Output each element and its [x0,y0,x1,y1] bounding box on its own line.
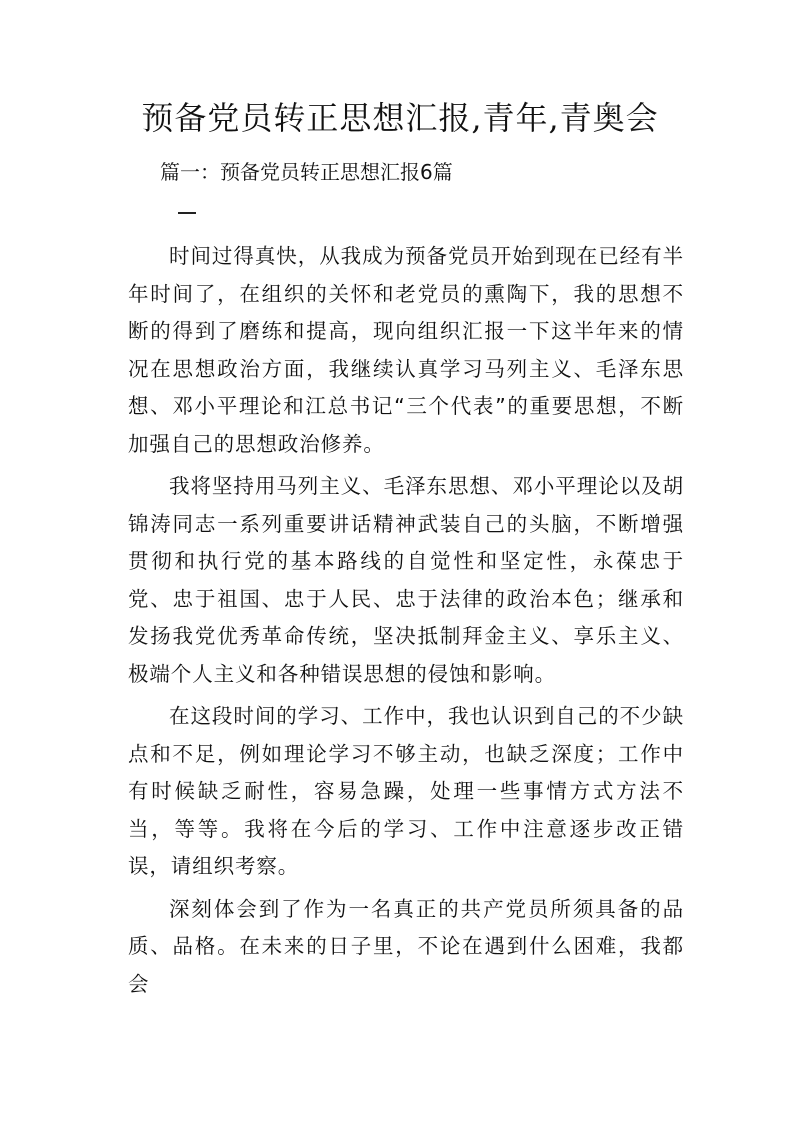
section-number-mark [178,212,196,214]
document-body [128,238,684,1008]
paragraph: 在这段时间的学习、工作中，我也认识到自己的不少缺点和不足，例如理论学习不够主动，也缺乏深度；工作中有时候缺乏耐性，容易急躁，处理一些事情方式方法不当，等等。我将在今后的学习、工作中注意逐步改正错误，请组织考察。 [128,704,684,878]
paragraph: 时间过得真快，从我成为预备党员开始到现在已经有半年时间了，在组织的关怀和老党员的熏陶下，我的思想不断的得到了磨练和提高，现向组织汇报一下这半年来的情况在思想政治方面，我继续认真学习马列主义、毛泽东思想、邓小平理论和江总书记“三个代表”的重要思想，不断加强自己的思想政治修养。 [128,244,684,456]
section-subtitle: 篇一：预备党员转正思想汇报6篇 [160,160,453,184]
document-title: 预备党员转正思想汇报,青年,青奥会 [141,99,659,137]
paragraph: 深刻体会到了作为一名真正的共产党员所须具备的品质、品格。在未来的日子里，不论在遇到什么困难，我都会 [128,896,684,996]
paragraph: 我将坚持用马列主义、毛泽东思想、邓小平理论以及胡锦涛同志一系列重要讲话精神武装自己的头脑，不断增强贯彻和执行党的基本路线的自觉性和坚定性，永葆忠于党、忠于祖国、忠于人民、忠于法律的政治本色；继承和发扬我党优秀革命传统，坚决抵制拜金主义、享乐主义、极端个人主义和各种错误思想的侵蚀和影响。 [128,474,684,686]
